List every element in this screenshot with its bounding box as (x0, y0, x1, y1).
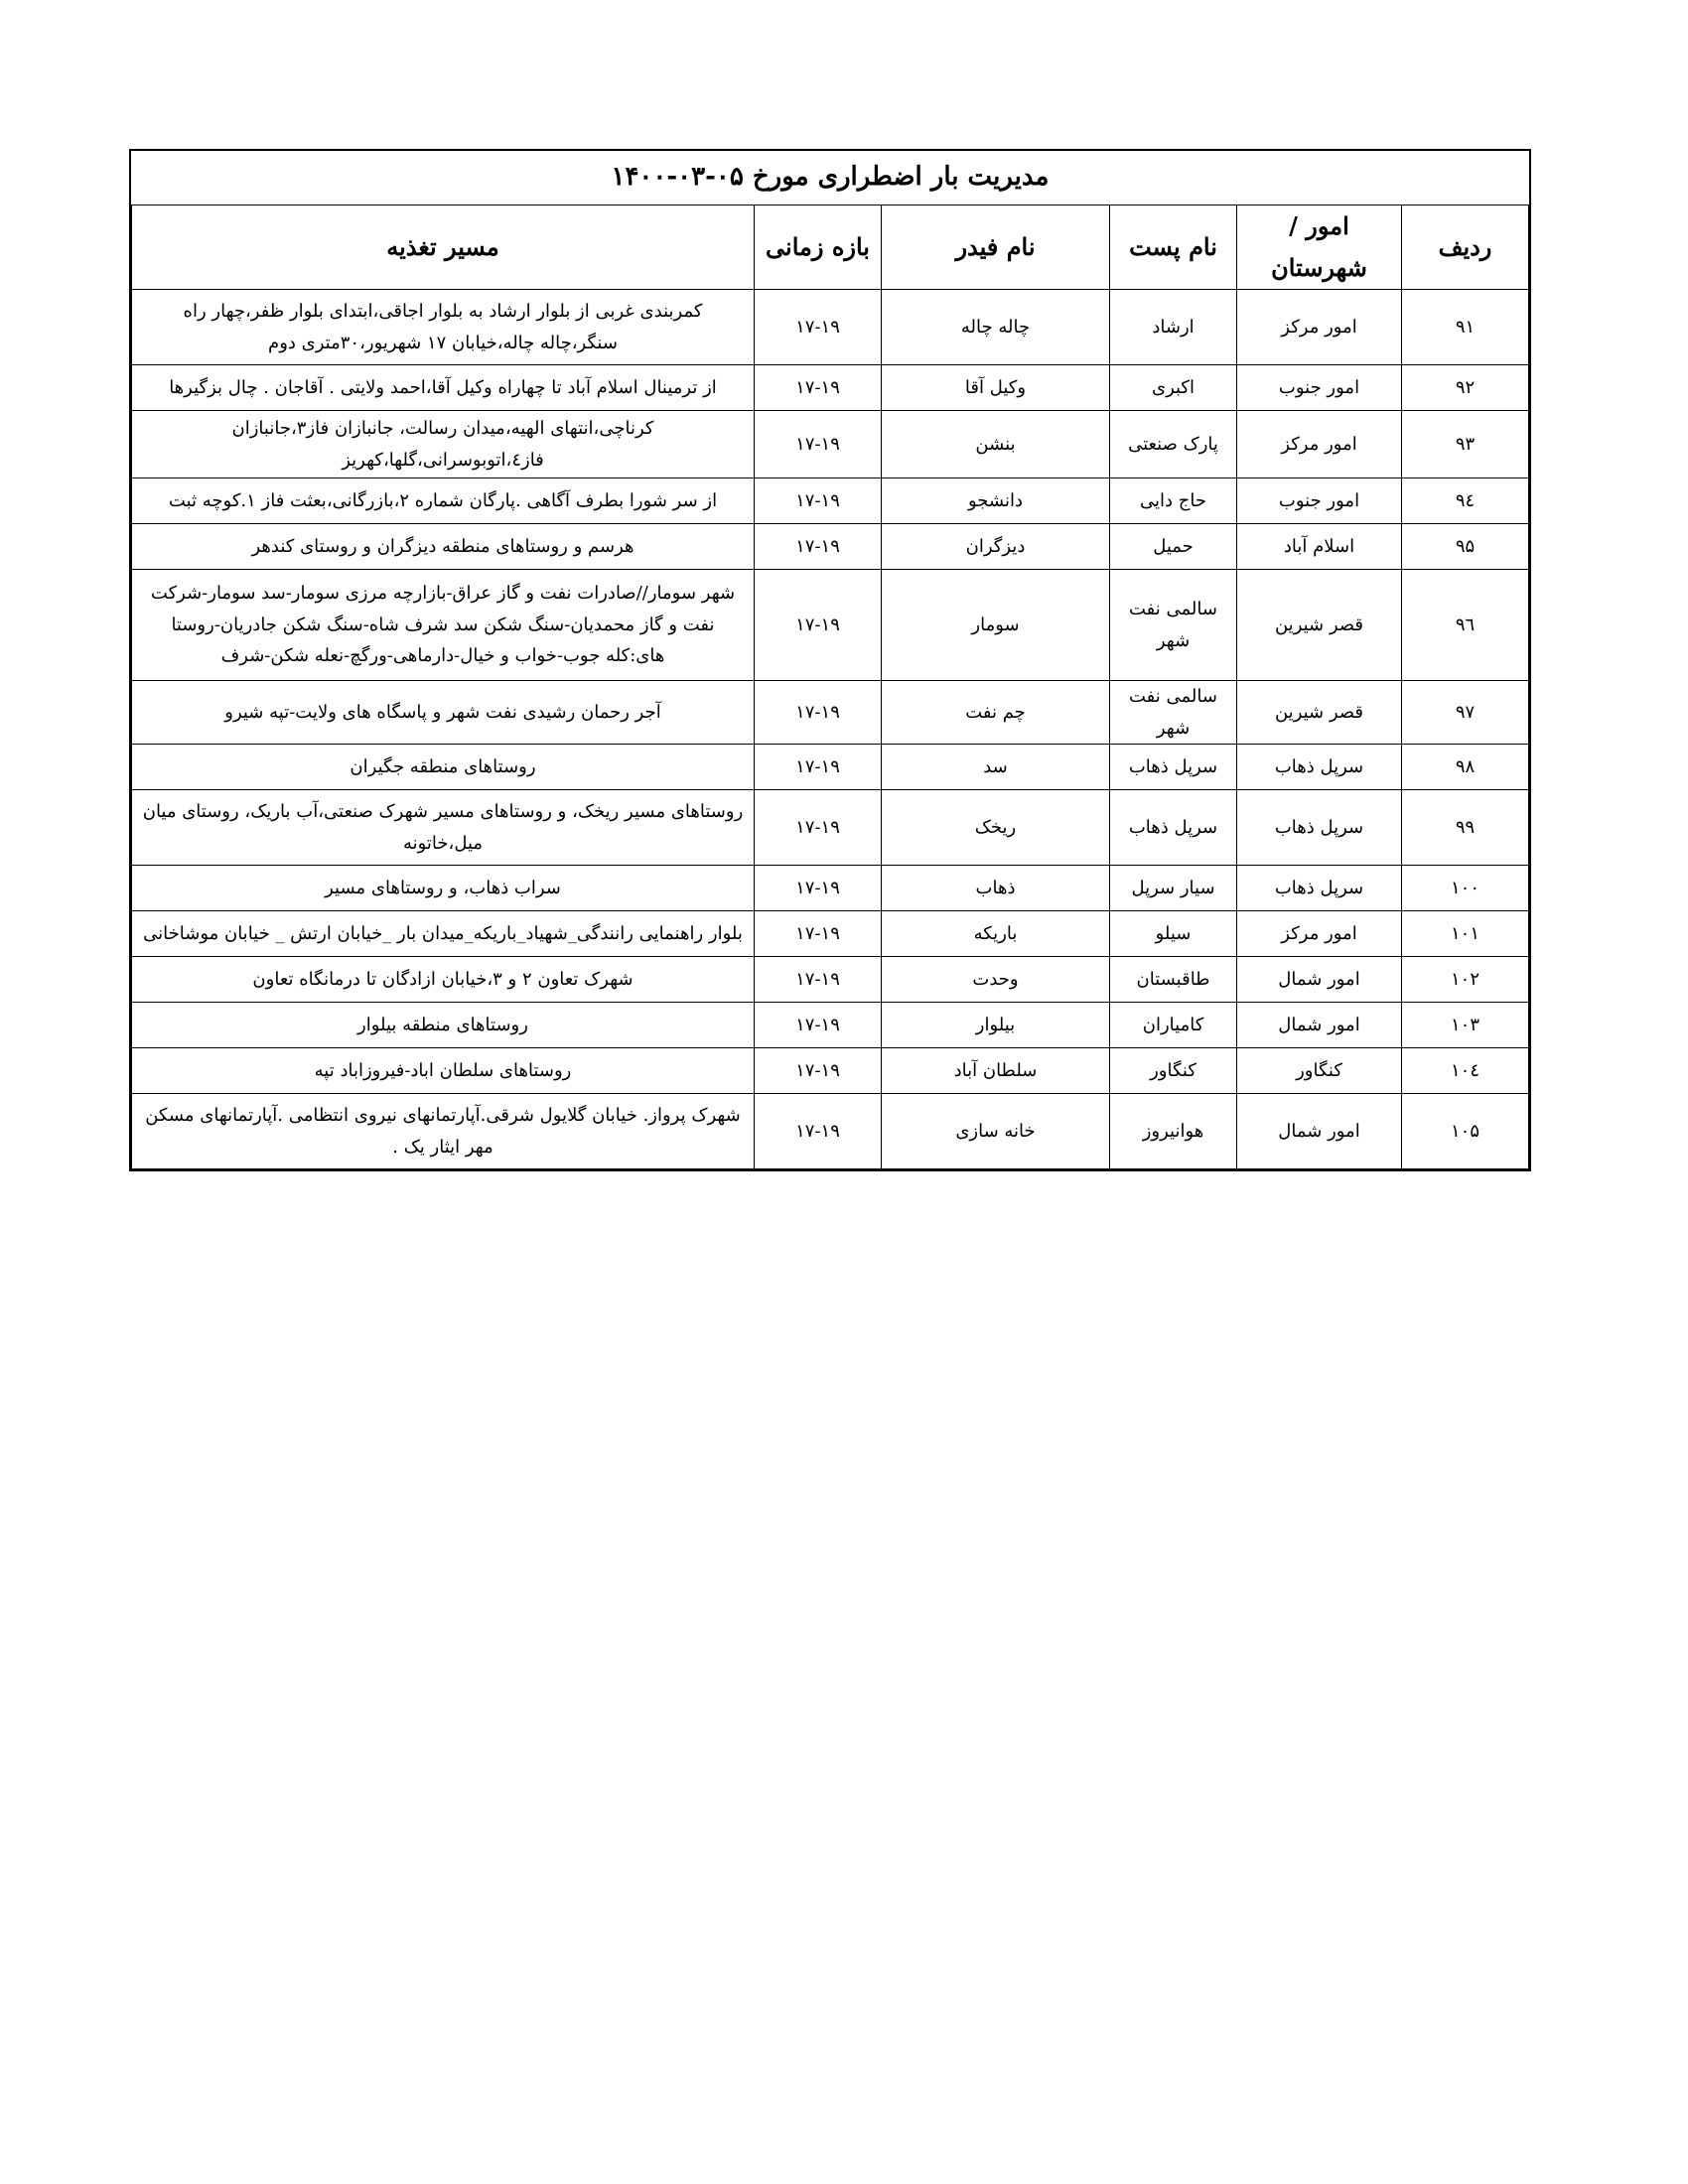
cell-feeder: باریکه (882, 911, 1110, 957)
cell-feeder: ذهاب (882, 866, 1110, 911)
cell-area: قصر شیرین (1237, 570, 1402, 681)
cell-route: شهرک تعاون ۲ و ۳،خیابان ازادگان تا درمانگاه تعاون (132, 957, 755, 1003)
table-row (132, 1048, 1529, 1094)
cell-row-number: ۹۷ (1402, 681, 1529, 745)
cell-route: از ترمینال اسلام آباد تا چهاراه وکیل آقا،احمد ولایتی . آقاجان . چال بزگیرها (132, 365, 755, 411)
cell-post: پارک صنعتی (1110, 411, 1237, 478)
cell-feeder: بیلوار (882, 1003, 1110, 1048)
cell-row-number: ۱۰۱ (1402, 911, 1529, 957)
cell-time: ۱۷-۱۹ (755, 411, 882, 478)
table-row (132, 681, 1529, 745)
cell-route: کمربندی غربی از بلوار ارشاد به بلوار اجاقی،ابتدای بلوار ظفر،چهار راه سنگر،چاله چاله،خیابان ۱۷ شهریور،۳۰متری دوم (132, 290, 755, 365)
cell-route: بلوار راهنمایی رانندگی_شهیاد_باریکه_میدان بار _خیابان ارتش _ خیابان موشاخانی (132, 911, 755, 957)
table-row (132, 911, 1529, 957)
cell-feeder: خانه سازی (882, 1094, 1110, 1169)
cell-time: ۱۷-۱۹ (755, 1094, 882, 1169)
cell-route: روستاهای منطقه جگیران (132, 745, 755, 790)
header-time: بازه زمانی (755, 205, 882, 290)
table-row (132, 957, 1529, 1003)
cell-route: آجر رحمان رشیدی نفت شهر و پاسگاه های ولایت-تپه شیرو (132, 681, 755, 745)
header-area: امور / شهرستان (1237, 205, 1402, 290)
cell-area: امور شمال (1237, 1094, 1402, 1169)
cell-post: هوانیروز (1110, 1094, 1237, 1169)
cell-row-number: ۱۰۵ (1402, 1094, 1529, 1169)
cell-area: امور مرکز (1237, 411, 1402, 478)
cell-route: سراب ذهاب، و روستاهای مسیر (132, 866, 755, 911)
cell-feeder: دیزگران (882, 524, 1110, 570)
cell-post: سالمی نفت شهر (1110, 570, 1237, 681)
cell-feeder: چم نفت (882, 681, 1110, 745)
cell-area: امور مرکز (1237, 290, 1402, 365)
cell-area: امور شمال (1237, 1003, 1402, 1048)
cell-area: امور جنوب (1237, 478, 1402, 524)
cell-row-number: ۱۰۳ (1402, 1003, 1529, 1048)
cell-post: سرپل ذهاب (1110, 790, 1237, 866)
cell-row-number: ۹۸ (1402, 745, 1529, 790)
cell-time: ۱۷-۱۹ (755, 365, 882, 411)
cell-time: ۱۷-۱۹ (755, 524, 882, 570)
cell-feeder: دانشجو (882, 478, 1110, 524)
cell-post: سالمی نفت شهر (1110, 681, 1237, 745)
cell-row-number: ۹۹ (1402, 790, 1529, 866)
cell-row-number: ۹٦ (1402, 570, 1529, 681)
cell-route: روستاهای سلطان اباد-فیروزاباد تپه (132, 1048, 755, 1094)
cell-row-number: ۹۵ (1402, 524, 1529, 570)
cell-post: طاقبستان (1110, 957, 1237, 1003)
table-row (132, 570, 1529, 681)
cell-route: شهرک پرواز. خیابان گلایول شرقی.آپارتمانهای نیروی انتظامی .آپارتمانهای مسکن مهر ایثار یک . (132, 1094, 755, 1169)
cell-time: ۱۷-۱۹ (755, 570, 882, 681)
table-row (132, 524, 1529, 570)
cell-time: ۱۷-۱۹ (755, 957, 882, 1003)
cell-post: اکبری (1110, 365, 1237, 411)
cell-area: سرپل ذهاب (1237, 745, 1402, 790)
cell-post: حمیل (1110, 524, 1237, 570)
table-row (132, 365, 1529, 411)
cell-row-number: ۱۰۰ (1402, 866, 1529, 911)
cell-post: سیلو (1110, 911, 1237, 957)
cell-area: کنگاور (1237, 1048, 1402, 1094)
cell-area: امور مرکز (1237, 911, 1402, 957)
cell-feeder: چاله چاله (882, 290, 1110, 365)
cell-route: شهر سومار//صادرات نفت و گاز عراق-بازارچه مرزی سومار-سد سومار-شرکت نفت و گاز محمدیان-سنگ شکن سد شرف شاه-سنگ شکن جادریان-روستا های:کله جوب-خواب و خیال-دارماهی-ورگچ-نعله شکن-شرف (132, 570, 755, 681)
header-feeder: نام فیدر (882, 205, 1110, 290)
cell-area: قصر شیرین (1237, 681, 1402, 745)
table-row (132, 866, 1529, 911)
table-row (132, 411, 1529, 478)
cell-post: کنگاور (1110, 1048, 1237, 1094)
cell-time: ۱۷-۱۹ (755, 911, 882, 957)
table-row (132, 290, 1529, 365)
cell-time: ۱۷-۱۹ (755, 745, 882, 790)
cell-time: ۱۷-۱۹ (755, 478, 882, 524)
cell-area: سرپل ذهاب (1237, 866, 1402, 911)
cell-post: حاج دایی (1110, 478, 1237, 524)
cell-row-number: ۹۲ (1402, 365, 1529, 411)
cell-time: ۱۷-۱۹ (755, 290, 882, 365)
cell-time: ۱۷-۱۹ (755, 1003, 882, 1048)
header-route: مسیر تغذیه (132, 205, 755, 290)
cell-feeder: ریخک (882, 790, 1110, 866)
cell-time: ۱۷-۱۹ (755, 1048, 882, 1094)
cell-feeder: بنشن (882, 411, 1110, 478)
table-row (132, 478, 1529, 524)
cell-post: ارشاد (1110, 290, 1237, 365)
cell-feeder: سومار (882, 570, 1110, 681)
cell-feeder: سد (882, 745, 1110, 790)
cell-post: کامیاران (1110, 1003, 1237, 1048)
schedule-sheet (129, 149, 1531, 1171)
cell-time: ۱۷-۱۹ (755, 681, 882, 745)
table-row (132, 790, 1529, 866)
cell-time: ۱۷-۱۹ (755, 790, 882, 866)
table-title: مدیریت بار اضطراری مورخ ۰۵-۰۳-۱۴۰۰ (132, 151, 1529, 205)
cell-area: امور جنوب (1237, 365, 1402, 411)
cell-row-number: ۱۰۲ (1402, 957, 1529, 1003)
cell-feeder: سلطان آباد (882, 1048, 1110, 1094)
cell-area: اسلام آباد (1237, 524, 1402, 570)
cell-route: از سر شورا بطرف آگاهی .پارگان شماره ۲،بازرگانی،بعثت فاز ۱.کوچه ثبت (132, 478, 755, 524)
cell-row-number: ۹۳ (1402, 411, 1529, 478)
cell-row-number: ۹٤ (1402, 478, 1529, 524)
header-post: نام پست (1110, 205, 1237, 290)
cell-route: روستاهای مسیر ریخک، و روستاهای مسیر شهرک صنعتی،آب باریک، روستای میان میل،خاتونه (132, 790, 755, 866)
table-row (132, 1003, 1529, 1048)
cell-post: سرپل ذهاب (1110, 745, 1237, 790)
header-row-number: ردیف (1402, 205, 1529, 290)
cell-route: روستاهای منطقه بیلوار (132, 1003, 755, 1048)
cell-time: ۱۷-۱۹ (755, 866, 882, 911)
cell-row-number: ۹۱ (1402, 290, 1529, 365)
cell-area: سرپل ذهاب (1237, 790, 1402, 866)
table-row (132, 1094, 1529, 1169)
cell-route: هرسم و روستاهای منطقه دیزگران و روستای کندهر (132, 524, 755, 570)
cell-row-number: ۱۰٤ (1402, 1048, 1529, 1094)
cell-feeder: وحدت (882, 957, 1110, 1003)
cell-route: کرناچی،انتهای الهیه،میدان رسالت، جانبازان فاز۳،جانبازان فاز٤،اتوبوسرانی،گلها،کهریز (132, 411, 755, 478)
cell-feeder: وکیل آقا (882, 365, 1110, 411)
cell-post: سیار سرپل (1110, 866, 1237, 911)
load-management-table (131, 151, 1529, 1169)
table-row (132, 745, 1529, 790)
cell-area: امور شمال (1237, 957, 1402, 1003)
